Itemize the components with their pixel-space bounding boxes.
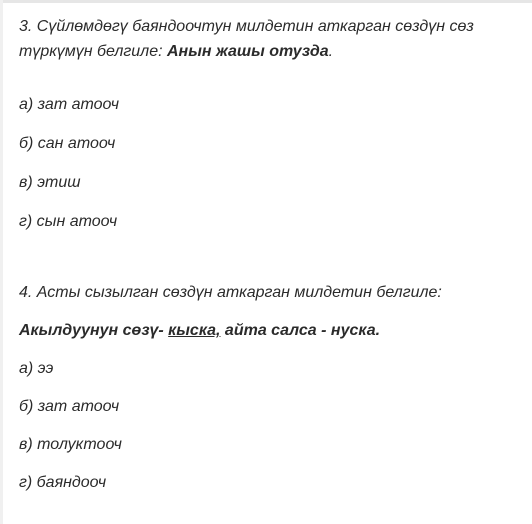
question-3-text [19,14,519,64]
question-3-option-b[interactable]: б) сан атооч [19,135,116,152]
question-4-stem: 4. Асты сызылган сөздүн аткарган милдетин белгиле: [19,284,442,301]
question-4-option-b[interactable]: б) зат атооч [19,398,120,415]
question-3-option-d[interactable]: г) сын атооч [19,213,118,230]
question-4-sentence-start: Акылдуунун сөзү- [19,322,169,339]
question-4 [19,283,519,493]
question-4-underlined-word: кыска, [168,322,221,339]
question-3-option-a[interactable]: а) зат атооч [19,96,120,113]
page-top-border [0,0,532,3]
question-3-option-c[interactable]: в) этиш [19,174,81,191]
question-4-option-c[interactable]: в) толуктооч [19,436,122,453]
question-4-sentence-end: айта салса - нуска. [220,322,381,339]
test-document [19,14,519,493]
page-left-border [0,0,3,524]
question-3-example: Анын жашы отузда [167,43,329,60]
question-4-sentence [19,321,519,341]
question-4-option-d[interactable]: г) баяндооч [19,474,107,491]
question-3-example-period: . [328,43,334,60]
question-4-option-a[interactable]: а) ээ [19,360,54,377]
question-3-stem: 3. Сүйлөмдөгү баяндоочтун милдетин аткарган сөздүн сөз түркүмүн белгиле: [19,18,474,60]
question-3 [19,14,519,232]
